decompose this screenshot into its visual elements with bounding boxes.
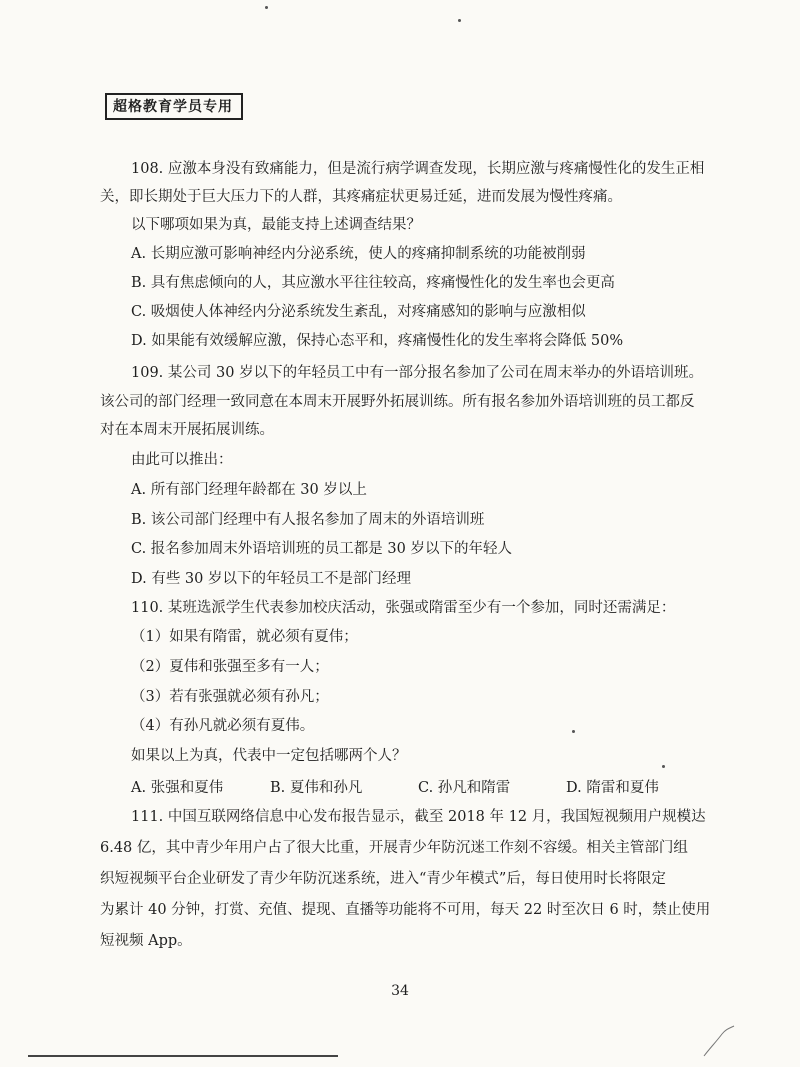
q111-line-3: 织短视频平台企业研发了青少年防沉迷系统，进入“青少年模式”后，每日使用时长将限定	[100, 871, 666, 887]
q108-line-2: 关，即长期处于巨大压力下的人群，其疼痛症状更易迁延，进而发展为慢性疼痛。	[100, 189, 622, 205]
q109-option-a: A. 所有部门经理年龄都在 30 岁以上	[131, 482, 367, 498]
scan-speck	[458, 19, 461, 22]
q110-condition-2: （2）夏伟和张强至多有一人；	[131, 659, 329, 675]
scan-speck	[572, 730, 575, 733]
q110-option-c: C. 孙凡和隋雷	[418, 780, 511, 796]
q108-option-c: C. 吸烟使人体神经内分泌系统发生紊乱，对疼痛感知的影响与应激相似	[131, 304, 586, 320]
q109-prompt: 由此可以推出：	[131, 452, 233, 468]
header-stamp: 超格教育学员专用	[105, 93, 243, 120]
q109-option-b: B. 该公司部门经理中有人报名参加了周末的外语培训班	[131, 512, 485, 528]
q110-condition-3: （3）若有张强就必须有孙凡；	[131, 689, 329, 705]
q110-option-d: D. 隋雷和夏伟	[566, 780, 659, 796]
q108-option-d: D. 如果能有效缓解应激，保持心态平和，疼痛慢性化的发生率将会降低 50%	[131, 333, 624, 349]
page-number: 34	[391, 983, 409, 999]
q108-option-b: B. 具有焦虑倾向的人，其应激水平往往较高，疼痛慢性化的发生率也会更高	[131, 275, 615, 291]
q109-option-c: C. 报名参加周末外语培训班的员工都是 30 岁以下的年轻人	[131, 541, 512, 557]
q110-option-a: A. 张强和夏伟	[131, 780, 224, 796]
q110-condition-1: （1）如果有隋雷，就必须有夏伟；	[131, 629, 358, 645]
scan-speck	[662, 765, 665, 768]
q110-option-b: B. 夏伟和孙凡	[270, 780, 363, 796]
q109-line-1: 109. 某公司 30 岁以下的年轻员工中有一部分报名参加了公司在周末举办的外语培训班。	[131, 365, 704, 381]
q108-line-1: 108. 应激本身没有致痛能力，但是流行病学调查发现，长期应激与疼痛慢性化的发生正相	[131, 161, 705, 177]
pen-mark-icon	[700, 1020, 740, 1060]
q109-line-2: 该公司的部门经理一致同意在本周末开展野外拓展训练。所有报名参加外语培训班的员工都反	[100, 394, 695, 410]
q111-line-5: 短视频 App。	[100, 933, 192, 949]
q110-condition-4: （4）有孙凡就必须有夏伟。	[131, 718, 315, 734]
q111-line-4: 为累计 40 分钟，打赏、充值、提现、直播等功能将不可用，每天 22 时至次日 6 时，禁止使用	[100, 902, 711, 918]
q108-prompt: 以下哪项如果为真，最能支持上述调查结果？	[131, 217, 421, 233]
q108-option-a: A. 长期应激可影响神经内分泌系统，使人的疼痛抑制系统的功能被削弱	[131, 246, 586, 262]
q109-option-d: D. 有些 30 岁以下的年轻员工不是部门经理	[131, 571, 411, 587]
q109-line-3: 对在本周末开展拓展训练。	[100, 422, 274, 438]
scan-edge-shadow	[28, 1055, 338, 1057]
q110-prompt: 如果以上为真，代表中一定包括哪两个人？	[131, 748, 407, 764]
q111-line-2: 6.48 亿，其中青少年用户占了很大比重，开展青少年防沉迷工作刻不容缓。相关主管部门组	[100, 840, 688, 856]
q110-line-1: 110. 某班选派学生代表参加校庆活动，张强或隋雷至少有一个参加，同时还需满足：	[131, 600, 676, 616]
scan-speck	[265, 6, 268, 9]
q111-line-1: 111. 中国互联网络信息中心发布报告显示，截至 2018 年 12 月，我国短视频用户规模达	[131, 809, 706, 825]
